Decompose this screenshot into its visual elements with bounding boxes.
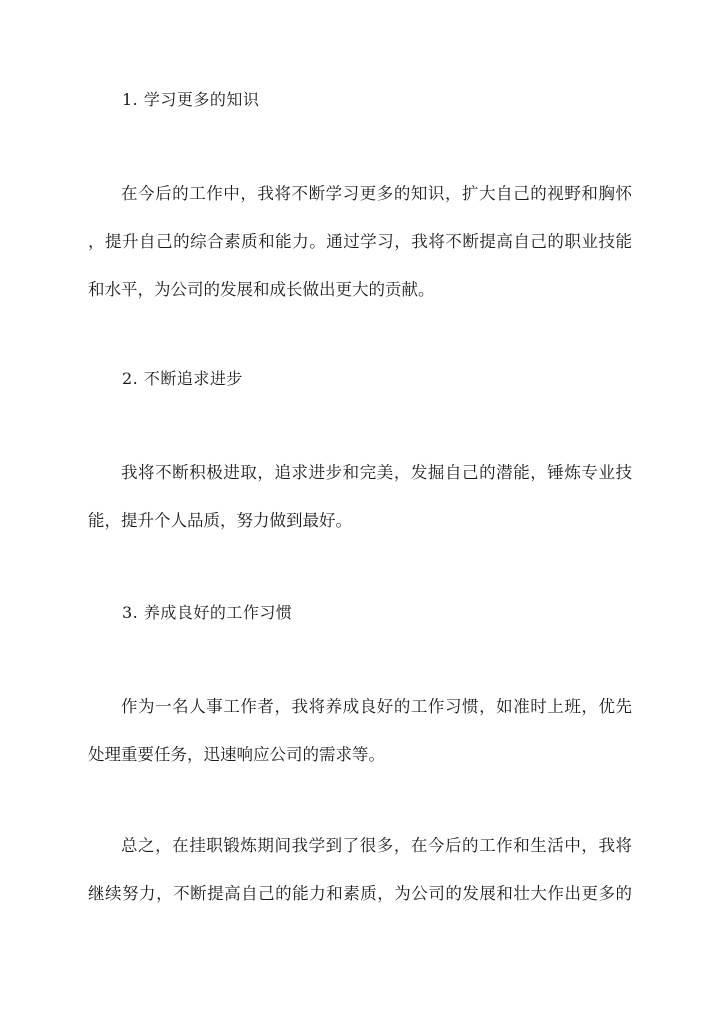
paragraph-line: 作为一名人事工作者，我将养成良好的工作习惯，如准时上班，优先 bbox=[121, 697, 632, 716]
section-paragraph-2 bbox=[88, 449, 632, 545]
section-paragraph-3 bbox=[88, 683, 632, 779]
paragraph-line: 总之，在挂职锻炼期间我学到了很多，在今后的工作和生活中，我将 bbox=[121, 836, 632, 855]
conclusion-paragraph bbox=[88, 822, 632, 918]
paragraph-line: ，提升自己的综合素质和能力。通过学习，我将不断提高自己的职业技能 bbox=[88, 232, 632, 251]
section-heading-1: 1. 学习更多的知识 bbox=[122, 90, 260, 109]
paragraph-line: 处理重要任务，迅速响应公司的需求等。 bbox=[88, 745, 385, 764]
paragraph-line: 能，提升个人品质，努力做到最好。 bbox=[88, 511, 352, 530]
paragraph-line: 继续努力，不断提高自己的能力和素质，为公司的发展和壮大作出更多的 bbox=[88, 884, 632, 903]
paragraph-line: 和水平，为公司的发展和成长做出更大的贡献。 bbox=[88, 280, 435, 299]
paragraph-line: 在今后的工作中，我将不断学习更多的知识，扩大自己的视野和胸怀 bbox=[121, 184, 632, 203]
section-heading-2: 2. 不断追求进步 bbox=[122, 369, 243, 388]
section-paragraph-1 bbox=[88, 170, 632, 314]
paragraph-line: 我将不断积极进取，追求进步和完美，发掘自己的潜能，锤炼专业技 bbox=[121, 463, 632, 482]
section-heading-3: 3. 养成良好的工作习惯 bbox=[122, 603, 293, 622]
